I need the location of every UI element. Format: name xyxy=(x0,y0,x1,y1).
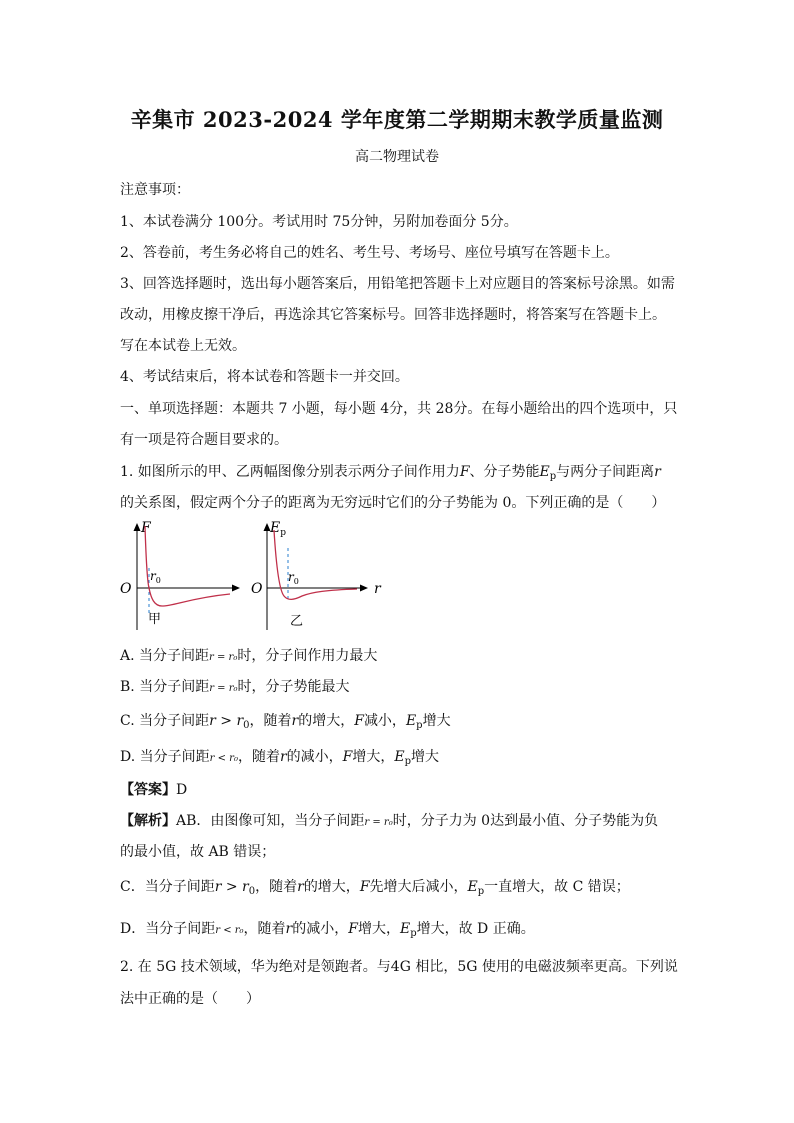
left-caption: 甲 xyxy=(148,612,162,627)
note-item: 改动，用橡皮擦干净后，再选涂其它答案标号。回答非选择题时，将答案写在答题卡上。 xyxy=(120,307,666,323)
left-origin: O xyxy=(120,581,132,597)
q2-stem-cont: 法中正确的是（ ） xyxy=(120,991,260,1007)
section-heading-cont: 有一项是符合题目要求的。 xyxy=(120,432,288,448)
left-r0-label: $r_0$ xyxy=(150,569,161,585)
note-item: 3、回答选择题时，选出每小题答案后，用铅笔把答题卡上对应题目的答案标号涂黑。如需 xyxy=(120,276,675,292)
q1-option-a: A. 当分子间距r = r₀时，分子间作用力最大 xyxy=(120,648,378,664)
right-caption: 乙 xyxy=(290,614,304,629)
q1-stem-cont: 的关系图，假定两个分子的距离为无穷远时它们的分子势能为 0。下列正确的是（ ） xyxy=(120,495,666,511)
q1-option-d: D. 当分子间距r < r₀，随着r的减小，F增大，$E_p$增大 xyxy=(120,749,440,767)
q1-analysis-d: D．当分子间距r < r₀，随着r的减小，F增大，$E_p$增大，故 D 正确。 xyxy=(120,921,535,939)
note-item: 4、考试结束后，将本试卷和答题卡一并交回。 xyxy=(120,369,409,385)
right-ylabel: $E_p$ xyxy=(270,520,286,538)
right-r0-label: $r_0$ xyxy=(288,570,299,586)
right-xlabel: r xyxy=(374,581,381,597)
left-ylabel: F xyxy=(141,520,151,536)
right-origin: O xyxy=(251,581,263,597)
note-item: 2、答卷前，考生务必将自己的姓名、考生号、考场号、座位号填写在答题卡上。 xyxy=(120,245,619,261)
q1-analysis: 【解析】AB．由图像可知，当分子间距r = r₀时，分子力为 0达到最小值、分子势能为负 xyxy=(120,813,659,829)
q1-option-c: C. 当分子间距$r > r_0$，随着r的增大，F减小，$E_p$增大 xyxy=(120,713,451,731)
q1-figure xyxy=(112,518,412,633)
q1-analysis-c: C．当分子间距$r > r_0$，随着r的增大，F先增大后减小，$E_p$一直增大，故 C 错误； xyxy=(120,879,630,897)
page-subtitle: 高二物理试卷 xyxy=(355,149,439,165)
q2-stem: 2. 在 5G 技术领域，华为绝对是领跑者。与4G 相比，5G 使用的电磁波频率更高。下列说 xyxy=(120,959,678,975)
note-item: 写在本试卷上无效。 xyxy=(120,338,246,354)
page-title: 辛集市 2023-2024 学年度第二学期期末教学质量监测 xyxy=(130,107,664,132)
force-curve xyxy=(145,526,230,606)
q1-answer: 【答案】D xyxy=(120,782,188,798)
q1-stem: 1. 如图所示的甲、乙两幅图像分别表示两分子间作用力F、分子势能$E_p$与两分子间距离r xyxy=(120,464,661,482)
note-item: 1、本试卷满分 100分。考试用时 75分钟，另附加卷面分 5分。 xyxy=(120,214,518,230)
q1-option-b: B. 当分子间距r = r₀时，分子势能最大 xyxy=(120,679,350,695)
potential-curve xyxy=(274,530,357,599)
section-heading: 一、单项选择题：本题共 7 小题，每小题 4分，共 28分。在每小题给出的四个选项中，只 xyxy=(120,401,678,417)
notes-heading: 注意事项： xyxy=(120,182,190,198)
q1-analysis-cont: 的最小值，故 AB 错误； xyxy=(120,844,276,860)
